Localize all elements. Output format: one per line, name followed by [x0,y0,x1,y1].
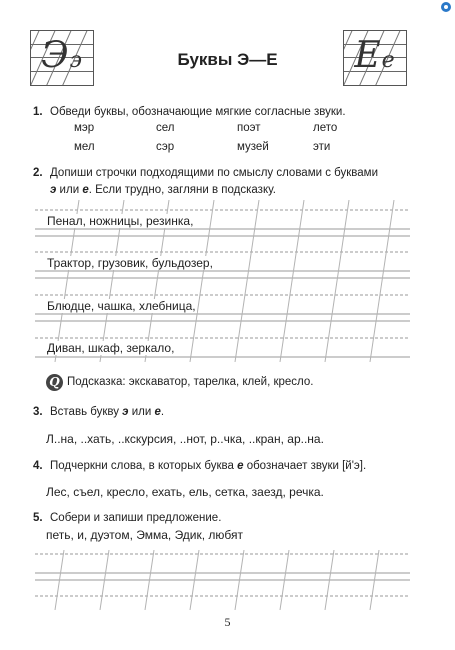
cursive-letters-left: Ээ [41,35,83,76]
task-3-instruction: Вставь букву э или е. [50,406,165,418]
page-corner-icon [441,2,451,12]
task-3-words: Л..на, ..хать, ..кскурсия, ..нот, р..чка, ..кран, ар..на. [46,432,324,446]
word-item: сел [156,122,175,134]
word-item: мел [74,141,95,153]
task-2-instruction: Допиши строчки подходящими по смыслу словами с буквами э или е. Если трудно, загляни в подсказку. [50,167,378,196]
task-5-words: петь, и, дуэтом, Эмма, Эдик, любят [46,528,244,542]
task-4-number: 4. [33,460,43,472]
letter-box-right [343,30,407,86]
fill-line-4: Диван, шкаф, зеркало, [47,341,175,355]
task-1-number: 1. [33,106,43,118]
word-item: музей [237,141,269,153]
task-3-number: 3. [33,406,43,418]
fill-line-2: Трактор, грузовик, бульдозер, [47,256,213,270]
hint-row [46,371,313,393]
cursive-letters-right: Ее [354,35,396,76]
writing-lines-task-5 [35,550,410,610]
page-number: 5 [224,615,231,629]
task-1-instruction: Обведи буквы, обозначающие мягкие согласные звуки. [50,106,346,118]
task-4-words: Лес, съел, кресло, ехать, ель, сетка, заезд, речка. [46,485,324,499]
task-2-number: 2. [33,167,43,179]
page-title: Буквы Э—Е [177,50,278,69]
word-item: сэр [156,141,175,153]
hint-text: Подсказка: экскаватор, тарелка, клей, кресло. [67,376,314,388]
fill-line-1: Пенал, ножницы, резинка, [47,214,194,228]
task-5-instruction: Собери и запиши предложение. [50,512,222,524]
task-4-instruction: Подчеркни слова, в которых буква е обозначает звуки [й'э]. [50,460,367,472]
hint-icon: Q [46,374,63,391]
fill-line-3: Блюдце, чашка, хлебница, [47,299,196,313]
word-item: лето [313,122,338,134]
word-item: мэр [74,122,95,134]
writing-lines-task-2 [35,200,410,362]
task-5-number: 5. [33,512,43,524]
word-item: эти [313,141,331,153]
word-item: поэт [237,122,261,134]
